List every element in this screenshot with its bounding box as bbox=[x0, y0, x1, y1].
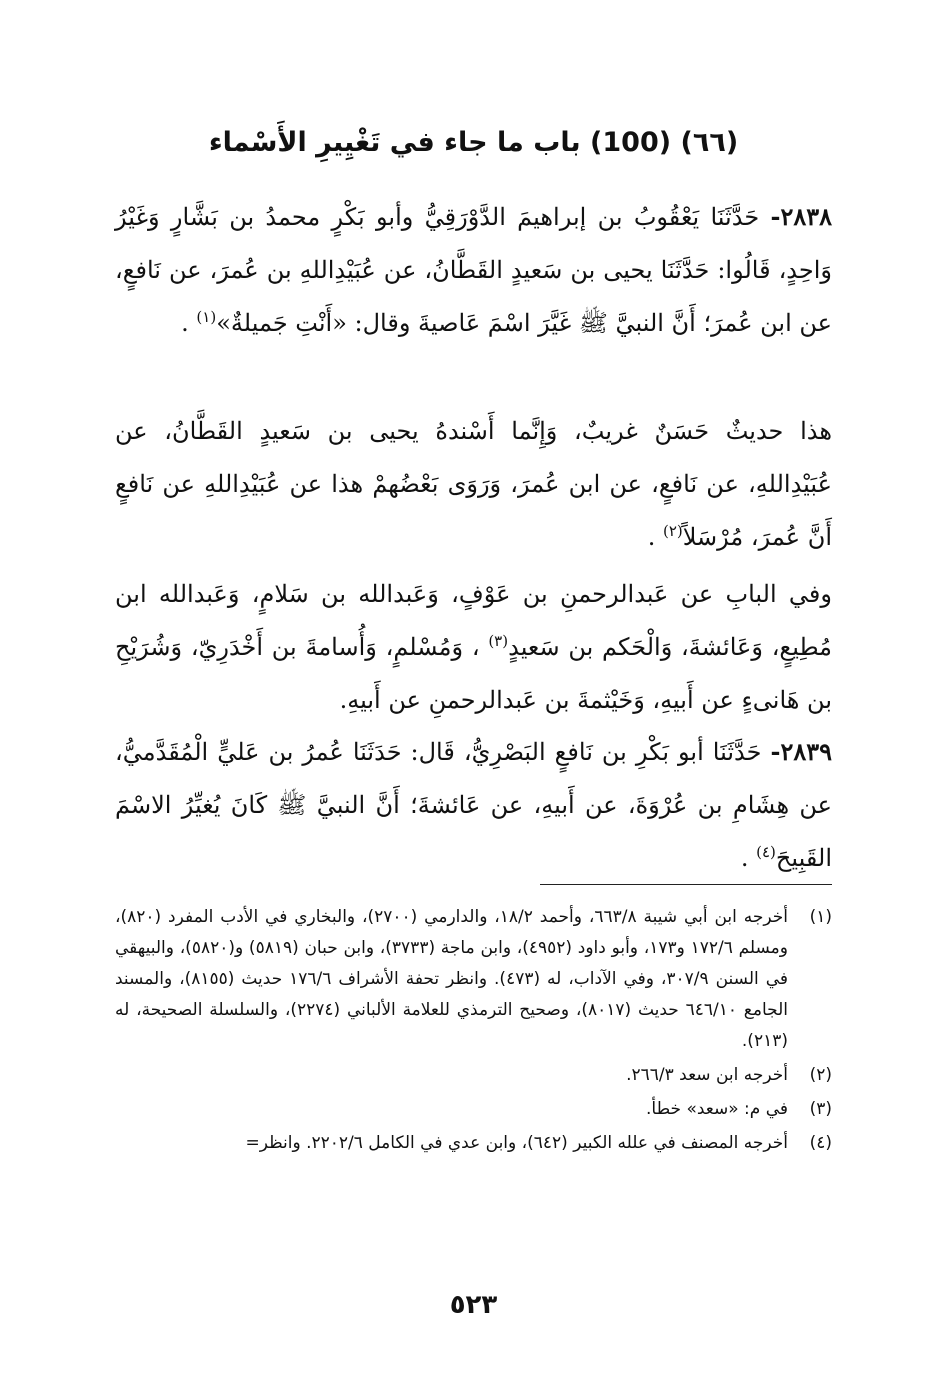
footnote-divider bbox=[540, 884, 832, 885]
hadith-number: ٢٨٣٩- bbox=[770, 737, 832, 766]
hadith-text: حَدَّثَنَا أبو بَكْرِ بن نَافعٍ البَصْرِيُّ، قَال: حَدَثَنَا عُمرُ بن عَليٍّ الْمُقَدَّميُّ، عن هِشَامِ بن عُرْوَةَ، عن أَبيهِ، عن عَائشةَ؛ أَنَّ النبيَّ ﷺ كَانَ يُغيِّرُ الاسْمَ القَبِيحَ bbox=[115, 738, 832, 872]
footnote-item bbox=[115, 1060, 832, 1091]
footnote-item bbox=[115, 1094, 832, 1125]
chapter-note-text-continued: ، وَمُسْلمٍ، وَأُسامةَ بن أَخْدَرِيّ، وَشُرَيْحِ بن هَانىءٍ عن أَبيهِ، وَخَيْثمةَ بن عَبدالرحمنِ عن أَبيهِ. bbox=[115, 633, 832, 714]
footnote-text: أخرجه ابن أبي شيبة ٦٦٣/٨، وأحمد ١٨/٢، والدارمي (٢٧٠٠)، والبخاري في الأدب المفرد (٨٢٠)، ومسلم ١٧٢/٦ و١٧٣، وأبو داود (٤٩٥٢)، وابن ماجة (٣٧٣٣)، وابن حبان (٥٨١٩) و(٥٨٢٠)، والبيهقي في السنن ٣٠٧/٩، وفي الآداب، له (٤٧٣). وانظر تحفة الأشراف ١٧٦/٦ حديث (٨١٥٥)، والمسند الجامع ٦٤٦/١٠ حديث (٨٠١٧)، وصحيح الترمذي للعلامة الألباني (٢٢٧٤)، والسلسلة الصحيحة، له (٢١٣). bbox=[115, 907, 789, 1051]
footnote-item bbox=[115, 902, 832, 1057]
hadith-commentary bbox=[115, 405, 832, 564]
footnote-reference[interactable]: (٣) bbox=[488, 632, 509, 650]
footnotes-list bbox=[115, 902, 832, 1162]
hadith-2838 bbox=[115, 190, 832, 350]
footnote-reference[interactable]: (١) bbox=[196, 308, 217, 326]
sentence-end: . bbox=[740, 844, 757, 872]
footnote-text: في م: «سعد» خطأ. bbox=[646, 1099, 788, 1119]
chapter-title: (٦٦) (100) باب ما جاء في تَغْيِيرِ الأَسْماء bbox=[208, 127, 739, 158]
footnote-text: أخرجه ابن سعد ٢٦٦/٣. bbox=[626, 1065, 788, 1085]
footnote-reference[interactable]: (٢) bbox=[662, 522, 683, 540]
footnote-number: (٣) bbox=[809, 1099, 832, 1119]
commentary-text: هذا حديثٌ حَسَنٌ غريبٌ، وَإِنَّما أَسْندهُ يحيى بن سَعيدٍ القَطَّانُ، عن عُبَيْدِاللهِ، عن نَافعٍ، عن ابن عُمرَ، وَرَوَى بَعْضُهمْ هذا عن عُبَيْدِاللهِ عن نَافعٍ أَنَّ عُمرَ، مُرْسَلاً bbox=[115, 417, 833, 551]
sentence-end: . bbox=[181, 309, 197, 337]
sentence-end: . bbox=[647, 523, 663, 551]
chapter-note-text: وفي البابِ عن عَبدالرحمنِ بن عَوْفٍ، وَعَبدالله بن سَلامٍ، وَعَبدالله ابن مُطِيعٍ، وَعَائشةَ، وَالْحَكم بن سَعيدٍ bbox=[115, 580, 832, 661]
hadith-text: حَدَّثَنَا يَعْقُوبُ بن إبراهيمَ الدَّوْرَقِيُّ وأبو بَكْرٍ محمدُ بن بَشَّارٍ وَغَيْرُ وَاحِدٍ، قَالُوا: حَدَّثَنَا يحيى بن سَعيدٍ القَطَّانُ، عن عُبَيْدِاللهِ بن عُمرَ، عن نَافعٍ، عن ابن عُمرَ؛ أَنَّ النبيَّ ﷺ غَيَّرَ اسْمَ عَاصيةَ وقال: «أَنْتِ جَميلةٌ» bbox=[115, 203, 832, 337]
footnote-reference[interactable]: (٤) bbox=[756, 843, 776, 861]
footnote-number: (١) bbox=[809, 907, 832, 927]
page-number: ٥٢٣ bbox=[449, 1290, 498, 1320]
footnote-number: (٢) bbox=[809, 1065, 832, 1085]
hadith-2839 bbox=[115, 725, 832, 885]
hadith-number: ٢٨٣٨- bbox=[770, 202, 832, 231]
footnote-item bbox=[115, 1128, 832, 1159]
footnote-text: أخرجه المصنف في علله الكبير (٦٤٢)، وابن عدي في الكامل ٢٢٠٢/٦. وانظر= bbox=[245, 1133, 788, 1153]
footnote-number: (٤) bbox=[809, 1133, 832, 1153]
chapter-note bbox=[115, 568, 832, 727]
